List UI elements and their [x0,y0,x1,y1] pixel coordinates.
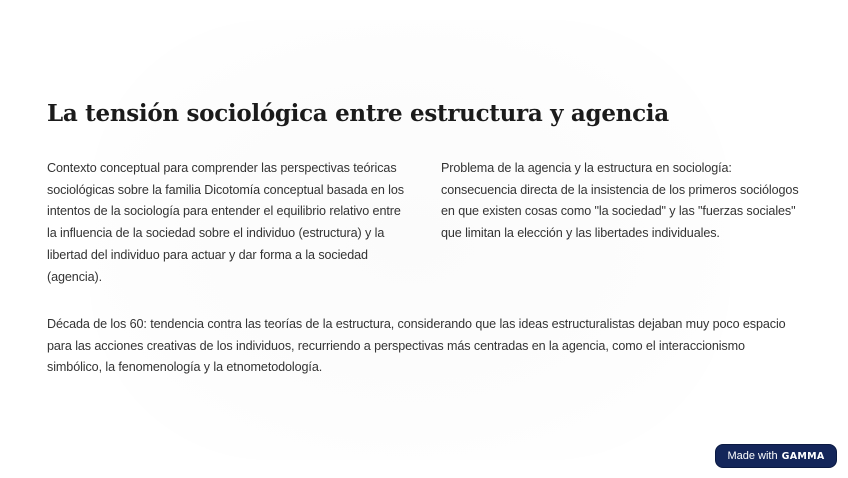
gamma-logo: GAMMA [781,450,825,462]
slide-title: La tensión sociológica entre estructura y agencia [47,100,669,127]
badge-prefix: Made with [727,450,778,462]
right-column-text: Problema de la agencia y la estructura en sociología: consecuencia directa de la insistencia de los primeros sociólogos en que existen cosas como "la sociedad" y las "fuerzas sociales" que limitan la elección y las libertades individuales. [441,161,799,241]
bottom-paragraph: Década de los 60: tendencia contra las teorías de la estructura, considerando que las ideas estructuralistas dejaban muy poco espacio para las acciones creativas de los individuos, recurriendo a perspectivas más centradas en la agencia, como el interaccionismo simbólico, la fenomenología y la etnometodología. [47,317,786,375]
made-with-gamma-badge[interactable] [715,444,837,468]
left-column-text: Contexto conceptual para comprender las perspectivas teóricas sociológicas sobre la familia Dicotomía conceptual basada en los intentos de la sociología para entender el equilibrio relativo entre la influencia de la sociedad sobre el individuo (estructura) y la libertad del individuo para actuar y dar forma a la sociedad (agencia). [47,161,404,284]
